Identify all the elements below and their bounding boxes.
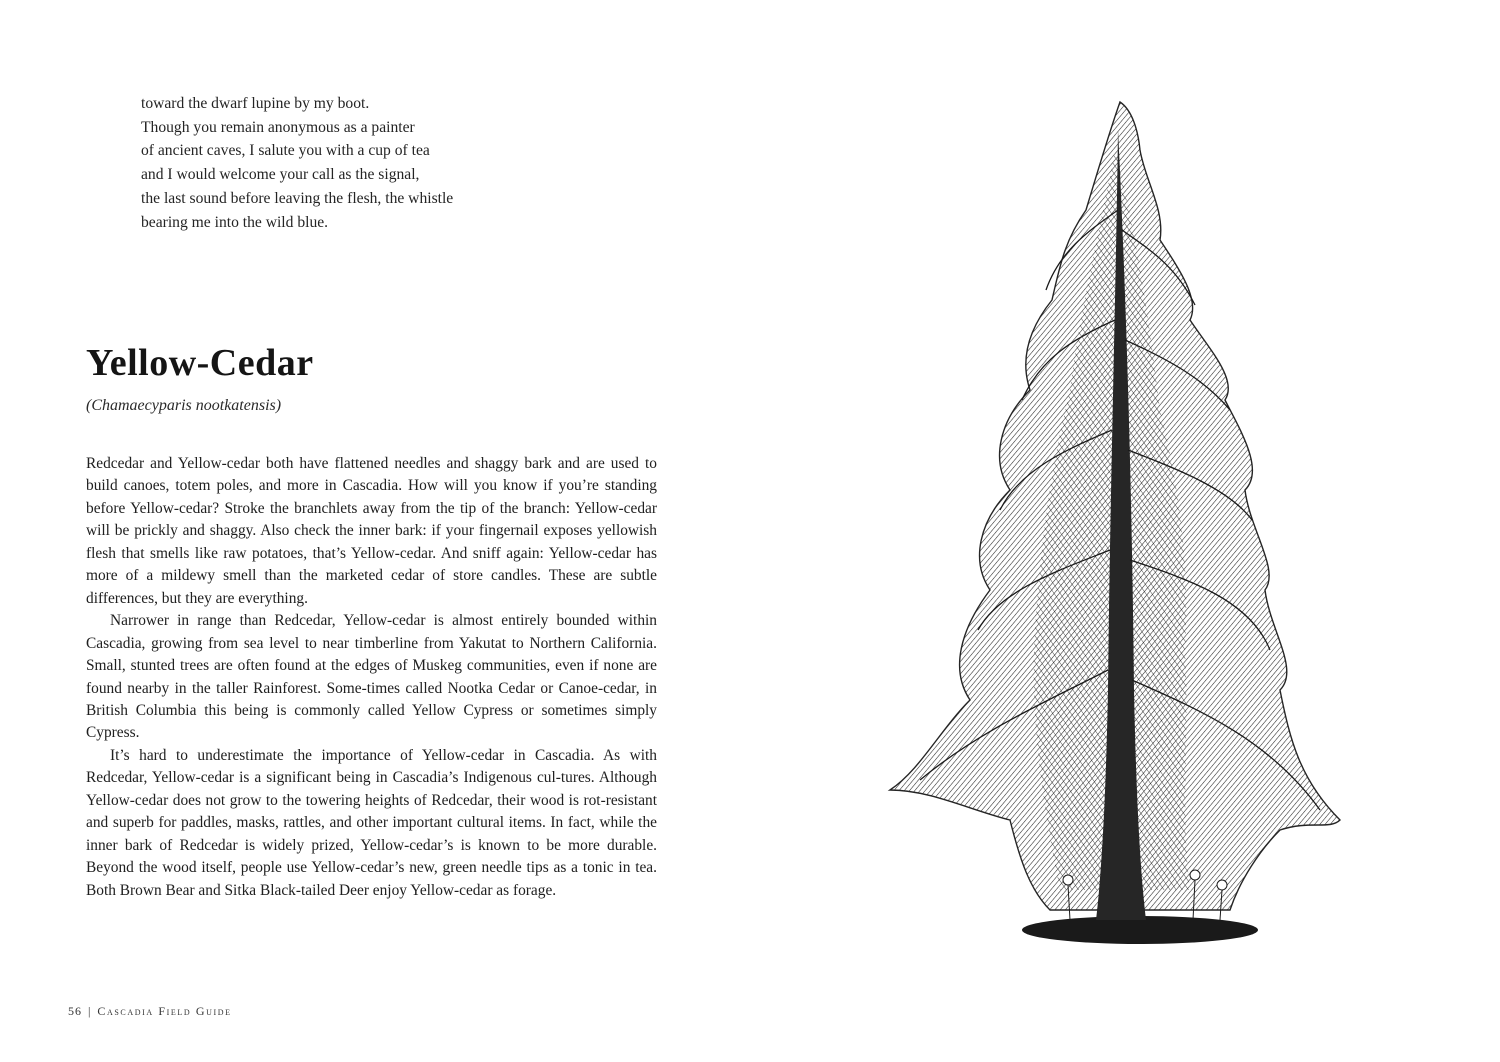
entry-title: Yellow-Cedar (86, 342, 314, 384)
body-paragraph: Narrower in range than Redcedar, Yellow-cedar is almost entirely bounded within Cascadia, growing from sea level to near timberline from Yakutat to Northern California. Small, stunted trees are often found at the edges of Muskeg communities, even if none are found nearby in the taller Rainforest. Some-times called Nootka Cedar or Canoe-cedar, in British Columbia this being is commonly called Yellow Cypress or sometimes simply Cypress. (86, 612, 657, 742)
poem-line: and I would welcome your call as the signal, (141, 166, 420, 184)
poem-line: Though you remain anonymous as a painter (141, 118, 415, 136)
running-head: Cascadia Field Guide (97, 1004, 232, 1018)
poem-line: bearing me into the wild blue. (141, 213, 329, 231)
poem-line: the last sound before leaving the flesh, the whistle (141, 189, 454, 207)
poem-line: of ancient caves, I salute you with a cup of tea (141, 142, 430, 160)
body-paragraph: It’s hard to underestimate the importance of Yellow-cedar in Cascadia. As with Redcedar, Yellow-cedar is a significant being in Cascadia’s Indigenous cul-tures. Although Yellow-cedar does not grow to the towering heights of Redcedar, their wood is rot-resistant and superb for paddles, masks, rattles, and other important cultural items. In fact, while the inner bark of Redcedar is widely prized, Yellow-cedar’s is known to be more durable. Beyond the wood itself, people use Yellow-cedar’s new, green needle tips as a tonic in tea. Both Brown Bear and Sitka Black-tailed Deer enjoy Yellow-cedar as forage. (86, 746, 657, 899)
page-number: 56 (68, 1004, 82, 1018)
yellow-cedar-tree-icon (860, 90, 1360, 960)
entry-body (86, 453, 657, 902)
right-page (750, 0, 1500, 1062)
latin-name: (Chamaecyparis nootkatensis) (86, 397, 282, 414)
folio (68, 1004, 232, 1019)
poem-line: toward the dwarf lupine by my boot. (141, 95, 370, 112)
body-paragraph: Redcedar and Yellow-cedar both have flattened needles and shaggy bark and are used to build canoes, totem poles, and more in Cascadia. How will you know if you’re standing before Yellow-cedar? Stroke the branchlets away from the tip of the branch: Yellow-cedar will be prickly and shaggy. Also check the inner bark: if your fingernail exposes yellowish flesh that smells like raw potatoes, that’s Yellow-cedar. And sniff again: Yellow-cedar has more of a mildewy smell than the marketed cedar of store candles. These are subtle differences, but they are everything. (86, 455, 657, 607)
folio-separator: | (88, 1004, 92, 1018)
poem-excerpt (141, 92, 561, 234)
